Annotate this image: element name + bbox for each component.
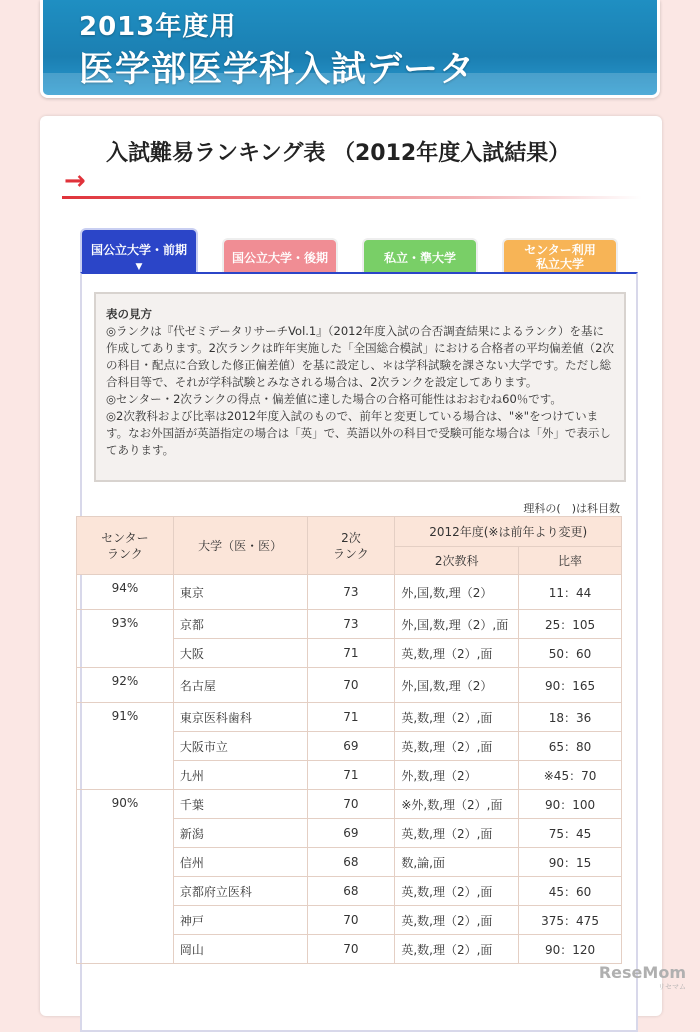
university-cell: 大阪市立 (173, 732, 307, 761)
header-second-rank: 2次 ランク (307, 517, 395, 575)
university-cell: 新潟 (173, 819, 307, 848)
second-rank-cell: 73 (307, 610, 395, 639)
notes-line: ◎センター・2次ランクの得点・偏差値に達した場合の合格可能性はおおむね60％です。 (106, 392, 562, 406)
header-subjects: 2次教科 (395, 547, 519, 575)
subject-count-note: 理科の( )は科目数 (523, 502, 620, 515)
tab-label: センター利用 私立大学 (524, 243, 596, 271)
second-rank-cell: 71 (307, 639, 395, 668)
tab-label: 国公立大学・後期 (231, 251, 328, 265)
caret-down-icon: ▼ (135, 262, 143, 272)
university-cell: 岡山 (173, 935, 307, 964)
banner-title: 医学部医学科入試データ (79, 50, 476, 90)
tab-private[interactable] (362, 238, 478, 274)
section-title: 入試難易ランキング表 （2012年度入試結果） (106, 141, 571, 166)
arrow-right-icon: → (64, 166, 86, 196)
subjects-cell: 数,論,面 (395, 848, 519, 877)
ratio-cell: 90：100 (519, 790, 622, 819)
ratio-cell: 25：105 (519, 610, 622, 639)
logo-subtext: リセマム (658, 983, 686, 991)
subjects-cell: ※外,数,理（2）,面 (395, 790, 519, 819)
table-row (77, 668, 622, 703)
second-rank-cell: 70 (307, 906, 395, 935)
title-underline (62, 196, 642, 199)
second-rank-cell: 68 (307, 877, 395, 906)
table-row (77, 575, 622, 610)
subjects-cell: 英,数,理（2）,面 (395, 935, 519, 964)
subjects-cell: 英,数,理（2）,面 (395, 877, 519, 906)
second-rank-cell: 71 (307, 703, 395, 732)
ratio-cell: 11：44 (519, 575, 622, 610)
tab-label: 私立・準大学 (383, 251, 456, 265)
subjects-cell: 英,数,理（2）,面 (395, 639, 519, 668)
university-cell: 千葉 (173, 790, 307, 819)
second-rank-cell: 68 (307, 848, 395, 877)
header-university: 大学（医・医） (173, 517, 307, 575)
header-banner (40, 0, 660, 98)
second-rank-cell: 69 (307, 732, 395, 761)
ratio-cell: 50：60 (519, 639, 622, 668)
ratio-cell: 375：475 (519, 906, 622, 935)
notes-line: ◎ランクは『代ゼミデータリサーチVol.1』（2012年度入試の合否調査結果によるランク）を基に作成してあります。2次ランクは昨年実施した「全国総合模試」における合格者の平均偏差値（2次の科目・配点に合致した修正偏差値）を基に設定し、＊は学科試験を課さない大学です。ただし総合科目等で、それが学科試験とみなされる場合は、2次ランクを設定してあります。 (106, 324, 614, 389)
center-rank-cell: 90% (77, 790, 174, 964)
subjects-cell: 英,数,理（2）,面 (395, 906, 519, 935)
university-cell: 京都府立医科 (173, 877, 307, 906)
second-rank-cell: 71 (307, 761, 395, 790)
center-rank-cell: 94% (77, 575, 174, 610)
ratio-cell: 90：165 (519, 668, 622, 703)
university-cell: 神戸 (173, 906, 307, 935)
subjects-cell: 外,数,理（2） (395, 761, 519, 790)
subjects-cell: 英,数,理（2）,面 (395, 703, 519, 732)
table-row (77, 790, 622, 819)
resemom-logo (599, 963, 686, 992)
ratio-cell: 90：15 (519, 848, 622, 877)
university-cell: 東京 (173, 575, 307, 610)
table-row (77, 610, 622, 639)
ratio-cell: 90：120 (519, 935, 622, 964)
second-rank-cell: 69 (307, 819, 395, 848)
tab-national-public-first[interactable] (80, 228, 198, 274)
tab-label: 国公立大学・前期 (90, 243, 187, 257)
university-cell: 信州 (173, 848, 307, 877)
university-cell: 京都 (173, 610, 307, 639)
ratio-cell: 18：36 (519, 703, 622, 732)
header-year-group: 2012年度(※は前年より変更) (395, 517, 622, 547)
university-cell: 九州 (173, 761, 307, 790)
content-box (80, 272, 638, 1032)
ratio-cell: 65：80 (519, 732, 622, 761)
subjects-cell: 外,国,数,理（2） (395, 668, 519, 703)
subjects-cell: 英,数,理（2）,面 (395, 819, 519, 848)
ratio-cell: ※45：70 (519, 761, 622, 790)
second-rank-cell: 70 (307, 668, 395, 703)
second-rank-cell: 70 (307, 935, 395, 964)
second-rank-cell: 73 (307, 575, 395, 610)
header-center-rank: センター ランク (77, 517, 174, 575)
second-rank-cell: 70 (307, 790, 395, 819)
header-ratio: 比率 (519, 547, 622, 575)
center-rank-cell: 92% (77, 668, 174, 703)
notes-heading: 表の見方 (106, 307, 152, 321)
banner-year: 2013年度用 (79, 12, 237, 42)
center-rank-cell: 91% (77, 703, 174, 790)
notes-line: ◎2次教科および比率は2012年度入試のもので、前年と変更している場合は、"※"をつけています。なお外国語が英語指定の場合は「英」で、英語以外の科目で受験可能な場合は「外」で表示してあります。 (106, 409, 611, 457)
center-rank-cell: 93% (77, 610, 174, 668)
ranking-table (76, 516, 622, 964)
university-cell: 名古屋 (173, 668, 307, 703)
subjects-cell: 外,国,数,理（2） (395, 575, 519, 610)
tab-national-public-second[interactable] (222, 238, 338, 274)
logo-text: ReseMom (598, 963, 686, 982)
university-cell: 東京医科歯科 (173, 703, 307, 732)
tab-bar (80, 228, 660, 274)
main-panel (40, 116, 662, 1016)
subjects-cell: 外,国,数,理（2）,面 (395, 610, 519, 639)
table-row (77, 703, 622, 732)
tab-center-private[interactable] (502, 238, 618, 274)
university-cell: 大阪 (173, 639, 307, 668)
ratio-cell: 75：45 (519, 819, 622, 848)
ratio-cell: 45：60 (519, 877, 622, 906)
notes-box (94, 292, 626, 482)
table-body (77, 575, 622, 964)
subjects-cell: 英,数,理（2）,面 (395, 732, 519, 761)
